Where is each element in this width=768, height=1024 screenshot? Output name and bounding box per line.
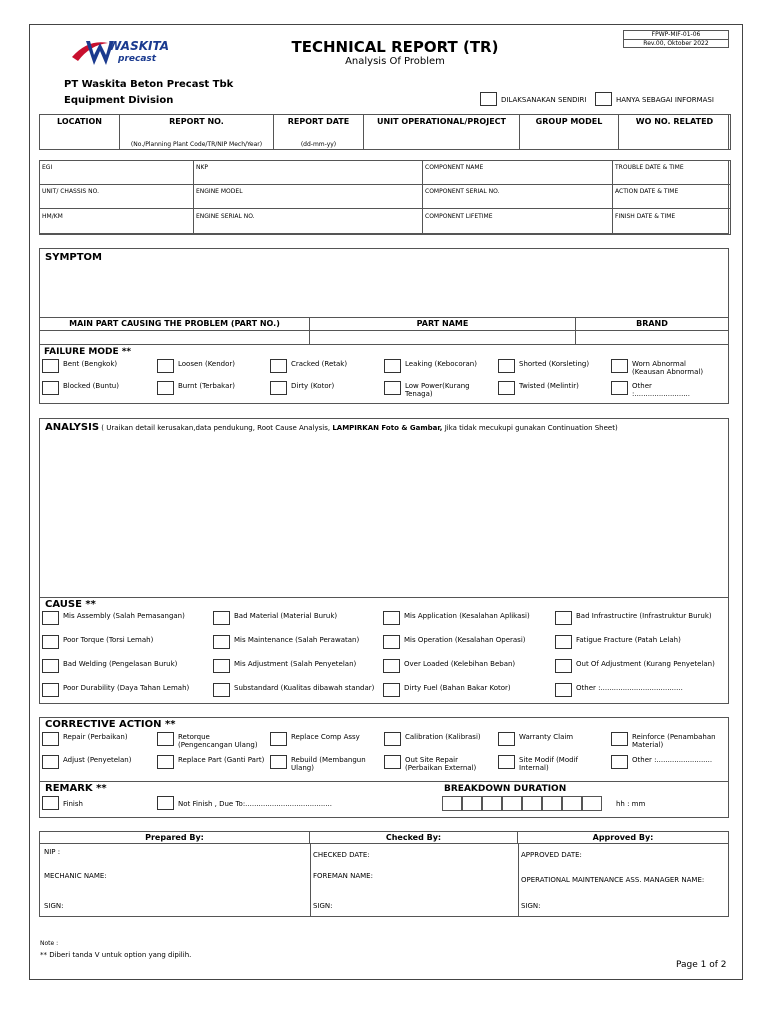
location-label: LOCATION: [57, 117, 102, 126]
cause-other-label: Other :.....................................: [576, 684, 683, 692]
doc-code-box: [623, 30, 729, 48]
analysis-section: [39, 418, 729, 704]
remark-divider: [40, 781, 728, 782]
corrective-warranty-claim-checkbox[interactable]: [498, 732, 515, 746]
note-text: ** Diberi tanda V untuk option yang dipilih.: [40, 951, 192, 959]
symptom-section: [39, 248, 729, 404]
corrective-other-label: Other :.........................: [632, 756, 713, 764]
failure-twisted-checkbox[interactable]: [498, 381, 515, 395]
part-name-input[interactable]: [310, 331, 576, 345]
trouble-date-label: TROUBLE DATE & TIME: [615, 164, 684, 171]
report-date-note: (dd-mm-yy): [300, 141, 337, 148]
cause-mis-operation-label: Mis Operation (Kesalahan Operasi): [404, 636, 526, 644]
mechanic-sign-field[interactable]: SIGN:: [44, 902, 64, 910]
cause-dirty-fuel-label: Dirty Fuel (Bahan Bakar Kotor): [404, 684, 511, 692]
engine-model-label: ENGINE MODEL: [196, 188, 243, 195]
breakdown-digit-box[interactable]: [562, 796, 582, 811]
failure-other-label: Other :.........................: [632, 382, 690, 398]
location-cell[interactable]: [39, 114, 120, 150]
corrective-out-site-repair-label: Out Site Repair (Perbaikan External): [405, 756, 477, 772]
unit-operational-cell[interactable]: [363, 114, 520, 150]
approved-date-field[interactable]: APPROVED DATE:: [521, 851, 582, 859]
prepared-by-label: Prepared By:: [145, 833, 204, 842]
cause-mis-application-checkbox[interactable]: [383, 611, 400, 625]
corrective-replace-part-checkbox[interactable]: [157, 755, 174, 769]
remark-title: REMARK **: [45, 783, 107, 794]
company-name: PT Waskita Beton Precast Tbk: [64, 79, 234, 90]
checked-by-label: Checked By:: [385, 833, 442, 842]
corrective-out-site-repair-checkbox[interactable]: [384, 755, 401, 769]
component-name-label: COMPONENT NAME: [425, 164, 484, 171]
foreman-name-field[interactable]: FOREMAN NAME:: [313, 872, 373, 880]
engine-model-cell[interactable]: [193, 184, 423, 209]
trouble-date-cell[interactable]: [612, 160, 731, 185]
corrective-site-modif-checkbox[interactable]: [498, 755, 515, 769]
failure-twisted-label: Twisted (Melintir): [519, 382, 579, 390]
main-part-label: MAIN PART CAUSING THE PROBLEM (PART NO.): [69, 319, 280, 328]
manager-name-field[interactable]: OPERATIONAL MAINTENANCE ASS. MANAGER NAME:: [521, 876, 705, 884]
corrective-replace-comp-assy-checkbox[interactable]: [270, 732, 287, 746]
analysis-note-bold: LAMPIRKAN Foto & Gambar,: [332, 424, 443, 432]
cause-title: CAUSE **: [45, 599, 96, 610]
analysis-note-a: ( Uraikan detail kerusakan,data pendukung, Root Cause Analysis,: [101, 424, 333, 432]
company-logo: [68, 35, 178, 71]
report-no-label: REPORT NO.: [169, 117, 224, 126]
component-lifetime-cell[interactable]: [422, 208, 613, 235]
finish-label: Finish: [63, 800, 83, 808]
cause-bad-infrastructire-checkbox[interactable]: [555, 611, 572, 625]
component-lifetime-label: COMPONENT LIFETIME: [425, 213, 493, 220]
wo-no-cell[interactable]: [618, 114, 731, 150]
not-finish-label: Not Finish , Due To:.......................................: [178, 800, 332, 808]
egi-cell[interactable]: [39, 160, 194, 185]
option-info-label: HANYA SEBAGAI INFORMASI: [616, 96, 714, 104]
cause-over-loaded-label: Over Loaded (Kelebihan Beban): [404, 660, 516, 668]
note-label: Note :: [40, 940, 59, 947]
failure-cracked-label: Cracked (Retak): [291, 360, 348, 368]
corrective-replace-part-label: Replace Part (Ganti Part): [178, 756, 265, 764]
unit-operational-label: UNIT OPERATIONAL/PROJECT: [376, 117, 506, 126]
corrective-adjust-checkbox[interactable]: [42, 755, 59, 769]
corrective-other-checkbox[interactable]: [611, 755, 628, 769]
group-model-label: GROUP MODEL: [535, 117, 603, 126]
failure-burnt-checkbox[interactable]: [157, 381, 174, 395]
cause-fatigue-fracture-label: Fatigue Fracture (Patah Lelah): [576, 636, 681, 644]
option-self-checkbox[interactable]: [480, 92, 497, 106]
cause-other-checkbox[interactable]: [555, 683, 572, 697]
symptom-part-row: [40, 317, 728, 345]
action-date-label: ACTION DATE & TIME: [615, 188, 679, 195]
cause-mis-assembly-checkbox[interactable]: [42, 611, 59, 625]
option-self-label: DILAKSANAKAN SENDIRI: [501, 96, 587, 104]
cause-bad-material-checkbox[interactable]: [213, 611, 230, 625]
finish-date-label: FINISH DATE & TIME: [615, 213, 676, 220]
cause-substandard-label: Substandard (Kualitas dibawah standar): [234, 684, 375, 692]
cause-out-of-adjustment-checkbox[interactable]: [555, 659, 572, 673]
main-part-input[interactable]: [40, 331, 310, 345]
corrective-repair-label: Repair (Perbaikan): [63, 733, 128, 741]
signoff-divider-1: [310, 844, 311, 916]
corrective-rebuild-label: Rebuild (Membangun Ulang): [291, 756, 366, 772]
cause-mis-maintenance-label: Mis Maintenance (Salah Perawatan): [234, 636, 360, 644]
report-date-cell[interactable]: [273, 114, 364, 150]
corrective-retorque-label: Retorque (Pengencangan Ulang): [178, 733, 258, 749]
analysis-text-area[interactable]: [40, 435, 728, 598]
checked-date-field[interactable]: CHECKED DATE:: [313, 851, 370, 859]
cause-substandard-checkbox[interactable]: [213, 683, 230, 697]
breakdown-digit-box[interactable]: [522, 796, 542, 811]
engine-serial-label: ENGINE SERIAL NO.: [196, 213, 255, 220]
nip-field[interactable]: NIP :: [44, 848, 61, 856]
option-info-checkbox[interactable]: [595, 92, 612, 106]
failure-shorted-checkbox[interactable]: [498, 359, 515, 373]
corrective-retorque-checkbox[interactable]: [157, 732, 174, 746]
failure-low-power-checkbox[interactable]: [384, 381, 401, 395]
chassis-cell[interactable]: [39, 184, 194, 209]
brand-input[interactable]: [576, 331, 728, 345]
hm-label: HM/KM: [42, 213, 63, 220]
logo-text-top: WASKITA: [108, 39, 170, 53]
failure-bent-label: Bent (Bengkok): [63, 360, 118, 368]
wo-no-label: WO NO. RELATED: [635, 117, 714, 126]
brand-label: BRAND: [636, 319, 668, 328]
logo-text-bottom: precast: [118, 54, 157, 64]
part-name-label: PART NAME: [416, 319, 469, 328]
corrective-section: [39, 717, 729, 818]
not-finish-checkbox[interactable]: [157, 796, 174, 810]
corrective-adjust-label: Adjust (Penyetelan): [63, 756, 132, 764]
cause-bad-welding-label: Bad Welding (Pengelasan Buruk): [63, 660, 178, 668]
corrective-warranty-claim-label: Warranty Claim: [519, 733, 574, 741]
cause-poor-torque-label: Poor Torque (Torsi Lemah): [63, 636, 154, 644]
doc-rev: Rev.00, Oktober 2022: [643, 40, 709, 47]
failure-worn-abnormal-checkbox[interactable]: [611, 359, 628, 373]
page-title: TECHNICAL REPORT (TR): [291, 38, 499, 56]
failure-loosen-label: Loosen (Kendor): [178, 360, 236, 368]
unit-info-table: [39, 160, 729, 234]
cause-mis-maintenance-checkbox[interactable]: [213, 635, 230, 649]
report-page: [29, 24, 743, 980]
signoff-table: [39, 831, 729, 917]
corrective-repair-checkbox[interactable]: [42, 732, 59, 746]
analysis-note-b: Jika tidak mecukupi gunakan Continuation Sheet): [442, 424, 618, 432]
failure-dirty-checkbox[interactable]: [270, 381, 287, 395]
corrective-title: CORRECTIVE ACTION **: [45, 719, 176, 730]
nkp-cell[interactable]: [193, 160, 423, 185]
failure-low-power-label: Low Power(Kurang Tenaga): [405, 382, 470, 398]
corrective-calibration-checkbox[interactable]: [384, 732, 401, 746]
breakdown-digit-box[interactable]: [502, 796, 522, 811]
breakdown-digit-box[interactable]: [442, 796, 462, 811]
cause-bad-material-label: Bad Material (Material Buruk): [234, 612, 338, 620]
failure-other-checkbox[interactable]: [611, 381, 628, 395]
cause-poor-durability-checkbox[interactable]: [42, 683, 59, 697]
failure-worn-abnormal-label: Worn Abnormal (Keausan Abnormal): [632, 360, 704, 376]
analysis-heading: [45, 422, 725, 433]
approved-by-label: Approved By:: [592, 833, 654, 842]
symptom-text-area[interactable]: [40, 265, 728, 317]
doc-code: FPWP-MIF-01-06: [624, 31, 728, 40]
finish-date-cell[interactable]: [612, 208, 731, 235]
symptom-title: SYMPTOM: [45, 252, 102, 263]
cause-out-of-adjustment-label: Out Of Adjustment (Kurang Penyetelan): [576, 660, 715, 668]
cause-dirty-fuel-checkbox[interactable]: [383, 683, 400, 697]
page-number: Page 1 of 2: [676, 960, 727, 970]
failure-cracked-checkbox[interactable]: [270, 359, 287, 373]
cause-poor-durability-label: Poor Durability (Daya Tahan Lemah): [63, 684, 190, 692]
breakdown-digit-box[interactable]: [542, 796, 562, 811]
failure-burnt-label: Burnt (Terbakar): [178, 382, 235, 390]
cause-fatigue-fracture-checkbox[interactable]: [555, 635, 572, 649]
foreman-sign-field[interactable]: SIGN:: [313, 902, 333, 910]
breakdown-digit-box[interactable]: [582, 796, 602, 811]
corrective-rebuild-checkbox[interactable]: [270, 755, 287, 769]
breakdown-digit-box[interactable]: [462, 796, 482, 811]
egi-label: EGI: [42, 164, 53, 171]
corrective-reinforce-label: Reinforce (Penambahan Material): [632, 733, 716, 749]
mechanic-name-field[interactable]: MECHANIC NAME:: [44, 872, 107, 880]
component-serial-cell[interactable]: [422, 184, 613, 209]
cause-poor-torque-checkbox[interactable]: [42, 635, 59, 649]
failure-shorted-label: Shorted (Korsleting): [519, 360, 590, 368]
signoff-divider-2: [518, 844, 519, 916]
cause-bad-infrastructire-label: Bad Infrastructire (Infrastruktur Buruk): [576, 612, 712, 620]
report-date-label: REPORT DATE: [287, 117, 350, 126]
breakdown-unit: hh : mm: [616, 800, 646, 808]
group-model-cell[interactable]: [519, 114, 619, 150]
analysis-title: ANALYSIS: [45, 422, 100, 433]
nkp-label: NKP: [196, 164, 209, 171]
corrective-calibration-label: Calibration (Kalibrasi): [405, 733, 481, 741]
corrective-reinforce-checkbox[interactable]: [611, 732, 628, 746]
finish-checkbox[interactable]: [42, 796, 59, 810]
failure-blocked-label: Blocked (Buntu): [63, 382, 119, 390]
manager-sign-field[interactable]: SIGN:: [521, 902, 541, 910]
failure-bent-checkbox[interactable]: [42, 359, 59, 373]
cause-mis-application-label: Mis Application (Kesalahan Aplikasi): [404, 612, 530, 620]
cause-bad-welding-checkbox[interactable]: [42, 659, 59, 673]
breakdown-title: BREAKDOWN DURATION: [444, 784, 567, 794]
page-subtitle: Analysis Of Problem: [345, 56, 445, 67]
corrective-replace-comp-assy-label: Replace Comp Assy: [291, 733, 360, 741]
failure-mode-title: FAILURE MODE **: [44, 347, 132, 357]
failure-loosen-checkbox[interactable]: [157, 359, 174, 373]
report-header-table: [39, 114, 729, 150]
chassis-label: UNIT/ CHASSIS NO.: [42, 188, 100, 195]
engine-serial-cell[interactable]: [193, 208, 423, 235]
component-serial-label: COMPONENT SERIAL NO.: [425, 188, 500, 195]
cause-mis-operation-checkbox[interactable]: [383, 635, 400, 649]
failure-leaking-label: Leaking (Kebocoran): [405, 360, 477, 368]
corrective-site-modif-label: Site Modif (Modif Internal): [519, 756, 578, 772]
breakdown-digit-box[interactable]: [482, 796, 502, 811]
component-name-cell[interactable]: [422, 160, 613, 185]
hm-cell[interactable]: [39, 208, 194, 235]
cause-mis-adjustment-label: Mis Adjustment (Salah Penyetelan): [234, 660, 357, 668]
action-date-cell[interactable]: [612, 184, 731, 209]
failure-dirty-label: Dirty (Kotor): [291, 382, 335, 390]
cause-mis-adjustment-checkbox[interactable]: [213, 659, 230, 673]
report-no-cell[interactable]: [119, 114, 274, 150]
division-name: Equipment Division: [64, 95, 174, 106]
failure-leaking-checkbox[interactable]: [384, 359, 401, 373]
cause-mis-assembly-label: Mis Assembly (Salah Pemasangan): [63, 612, 185, 620]
report-no-note: (No./Planning Plant Code/TR/NIP Mech/Year): [130, 141, 263, 148]
failure-blocked-checkbox[interactable]: [42, 381, 59, 395]
cause-over-loaded-checkbox[interactable]: [383, 659, 400, 673]
